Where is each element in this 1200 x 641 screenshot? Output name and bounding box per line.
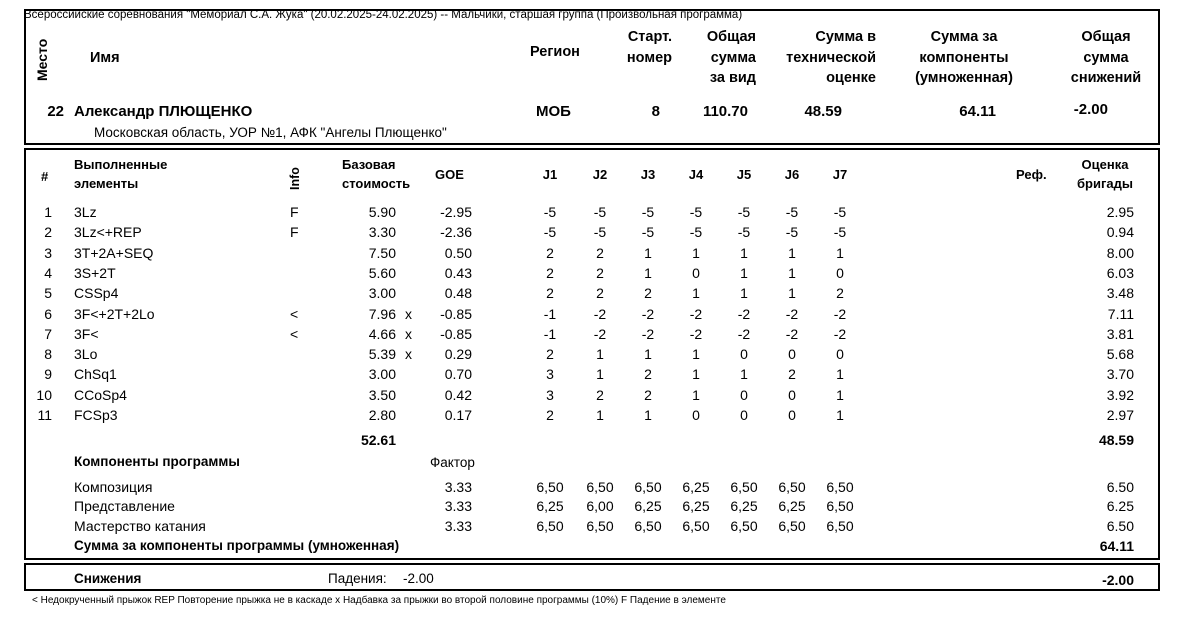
skater-tes: 48.59 (804, 103, 842, 120)
element-judge-score: 0 (692, 264, 700, 281)
element-judge-score: -2 (593, 305, 607, 322)
component-judge-score: 6,50 (730, 518, 758, 534)
element-judge-score: -1 (543, 325, 557, 342)
element-base-value: 3.30 (368, 224, 396, 241)
element-judge-score: 2 (788, 366, 796, 383)
element-code: CCoSp4 (74, 386, 127, 403)
element-judge-score: 1 (596, 366, 604, 383)
falls-value: -2.00 (403, 571, 434, 586)
element-goe: -0.85 (440, 305, 472, 322)
element-panel-score: 0.94 (1106, 224, 1134, 241)
components-heading: Компоненты программы (74, 454, 240, 469)
element-judge-score: -2 (641, 325, 655, 342)
element-judge-score: 1 (836, 386, 844, 403)
element-info: F (290, 204, 299, 220)
component-score: 6.25 (1106, 498, 1134, 514)
component-name: Мастерство катания (74, 518, 206, 534)
element-judge-score: 0 (836, 346, 844, 363)
element-judge-score: 0 (788, 386, 796, 403)
component-judge-score: 6,50 (536, 518, 564, 534)
judge-header: J3 (640, 167, 656, 182)
element-judge-score: 1 (692, 285, 700, 302)
element-judge-score: -5 (785, 204, 799, 220)
element-judge-score: 2 (546, 407, 554, 423)
element-goe: 0.70 (444, 366, 472, 383)
deductions-box (24, 563, 1160, 591)
element-code: CSSp4 (74, 285, 119, 302)
element-judge-score: 0 (836, 264, 844, 281)
element-second-half-mark: x (405, 305, 412, 322)
element-goe: -0.85 (440, 325, 472, 342)
pcs-header: Сумма за компоненты (умноженная) (915, 29, 1013, 86)
element-panel-score: 3.70 (1106, 366, 1134, 383)
element-goe: -2.36 (440, 224, 472, 241)
component-judge-score: 6,50 (730, 479, 758, 495)
goe-header: GOE (435, 167, 464, 182)
element-number: 3 (44, 244, 52, 261)
elements-score-total: 48.59 (1098, 432, 1134, 448)
judge-header: J4 (688, 167, 704, 182)
component-judge-score: 6,50 (826, 518, 854, 534)
element-judge-score: -5 (593, 204, 607, 220)
component-judge-score: 6,50 (586, 479, 614, 495)
element-panel-score: 2.97 (1106, 407, 1134, 423)
info-header: Info (288, 167, 302, 190)
falls-label: Падения: (328, 571, 387, 586)
element-judge-score: 3 (546, 366, 554, 383)
element-number: 11 (37, 407, 52, 423)
component-factor: 3.33 (444, 479, 472, 495)
deductions-header: Общая сумма снижений (1070, 29, 1142, 86)
element-judge-score: 2 (644, 285, 652, 302)
component-factor: 3.33 (444, 498, 472, 514)
element-judge-score: 1 (788, 285, 796, 302)
element-code: 3Lz<+REP (74, 224, 142, 241)
element-panel-score: 8.00 (1106, 244, 1134, 261)
element-goe: 0.17 (444, 407, 472, 423)
element-info: < (290, 325, 299, 342)
element-judge-score: 1 (596, 407, 604, 423)
place-header: Место (34, 38, 50, 81)
element-number: 5 (44, 285, 52, 302)
element-goe: 0.43 (444, 264, 472, 281)
element-code: 3T+2A+SEQ (74, 244, 154, 261)
element-base-value: 4.66 (368, 325, 396, 342)
component-judge-score: 6,50 (586, 518, 614, 534)
element-judge-score: -2 (785, 305, 799, 322)
skater-deductions: -2.00 (1073, 101, 1108, 118)
component-judge-score: 6,25 (682, 498, 710, 514)
judge-header: J6 (784, 167, 800, 182)
element-judge-score: -5 (543, 224, 557, 241)
element-judge-score: 1 (692, 244, 700, 261)
element-judge-score: 0 (740, 407, 748, 423)
elements-header: Выполненные элементы (74, 157, 168, 191)
num-header: # (41, 169, 49, 184)
skater-name: Александр ПЛЮЩЕНКО (74, 103, 253, 120)
element-judge-score: -5 (641, 224, 655, 241)
element-number: 8 (44, 346, 52, 363)
region-header: Регион (530, 44, 580, 60)
element-judge-score: 1 (836, 244, 844, 261)
element-base-value: 7.96 (368, 305, 396, 322)
element-judge-score: 0 (740, 386, 748, 403)
element-judge-score: -2 (641, 305, 655, 322)
component-score: 6.50 (1106, 479, 1134, 495)
element-judge-score: -5 (689, 224, 703, 241)
judge-header: J1 (542, 167, 558, 182)
deductions-label: Снижения (74, 571, 142, 586)
component-judge-score: 6,25 (778, 498, 806, 514)
component-judge-score: 6,25 (634, 498, 662, 514)
component-judge-score: 6,50 (826, 498, 854, 514)
element-judge-score: 0 (740, 346, 748, 363)
element-judge-score: 2 (644, 386, 652, 403)
element-judge-score: -2 (737, 305, 751, 322)
element-number: 10 (36, 386, 52, 403)
element-panel-score: 3.48 (1106, 285, 1134, 302)
components-total: 64.11 (1099, 538, 1134, 554)
element-judge-score: 2 (546, 285, 554, 302)
element-number: 4 (44, 264, 52, 281)
element-judge-score: 1 (596, 346, 604, 363)
element-number: 7 (44, 325, 52, 342)
element-judge-score: -2 (689, 325, 703, 342)
component-judge-score: 6,50 (634, 518, 662, 534)
element-code: 3Lz (74, 204, 97, 220)
base-value-total: 52.61 (360, 432, 396, 448)
base-value-header: Базовая стоимость (342, 157, 411, 191)
referee-header: Реф. (1016, 167, 1047, 182)
element-base-value: 3.00 (368, 285, 396, 302)
element-code: FCSp3 (74, 407, 118, 423)
element-base-value: 3.00 (368, 366, 396, 383)
element-info: F (290, 224, 299, 241)
skater-total: 110.70 (702, 103, 748, 120)
element-judge-score: 1 (644, 264, 652, 281)
component-factor: 3.33 (444, 518, 472, 534)
legend: < Недокрученный прыжок REP Повторение прыжка не в каскаде x Надбавка за прыжки во второй половине программы (10%) F Падение в элементе (32, 595, 726, 606)
components-total-label: Сумма за компоненты программы (умноженная) (74, 538, 400, 553)
deductions-total: -2.00 (1102, 572, 1134, 588)
component-judge-score: 6,25 (536, 498, 564, 514)
element-judge-score: 2 (644, 366, 652, 383)
element-judge-score: 1 (692, 346, 700, 363)
component-judge-score: 6,25 (730, 498, 758, 514)
element-judge-score: 1 (836, 407, 844, 423)
element-judge-score: 0 (788, 346, 796, 363)
element-code: 3S+2T (74, 264, 116, 281)
judge-header: J7 (832, 167, 848, 182)
element-judge-score: -5 (737, 204, 751, 220)
element-judge-score: -2 (593, 325, 607, 342)
component-name: Композиция (74, 479, 153, 495)
element-judge-score: -2 (785, 325, 799, 342)
judge-header: J5 (736, 167, 752, 182)
factor-header: Фактор (430, 455, 475, 470)
skater-region: МОБ (536, 103, 571, 120)
element-judge-score: 3 (546, 386, 554, 403)
element-judge-score: 1 (692, 366, 700, 383)
element-base-value: 2.80 (368, 407, 396, 423)
skater-club: Московская область, УОР №1, АФК "Ангелы Плющенко" (94, 125, 447, 140)
element-code: 3F<+2T+2Lo (74, 305, 155, 322)
element-judge-score: 1 (740, 264, 748, 281)
element-number: 1 (44, 204, 52, 220)
element-goe: 0.42 (444, 386, 472, 403)
component-judge-score: 6,50 (536, 479, 564, 495)
component-name: Представление (74, 498, 175, 514)
element-judge-score: 0 (692, 407, 700, 423)
element-judge-score: 1 (692, 386, 700, 403)
element-judge-score: -5 (689, 204, 703, 220)
element-judge-score: 1 (740, 366, 748, 383)
element-number: 6 (44, 305, 52, 322)
element-judge-score: 1 (836, 366, 844, 383)
component-judge-score: 6,00 (586, 498, 614, 514)
tes-header: Сумма в технической оценке (786, 29, 876, 86)
skater-start-number: 8 (651, 103, 660, 120)
element-judge-score: 1 (644, 346, 652, 363)
element-code: ChSq1 (74, 366, 117, 383)
element-goe: 0.50 (444, 244, 472, 261)
element-judge-score: 2 (596, 264, 604, 281)
element-judge-score: 2 (546, 264, 554, 281)
component-judge-score: 6,50 (826, 479, 854, 495)
element-base-value: 5.60 (368, 264, 396, 281)
element-panel-score: 3.81 (1106, 325, 1134, 342)
element-judge-score: 1 (788, 264, 796, 281)
element-judge-score: -5 (543, 204, 557, 220)
element-panel-score: 7.11 (1107, 305, 1134, 322)
element-goe: -2.95 (440, 204, 472, 220)
element-judge-score: 2 (546, 346, 554, 363)
element-judge-score: 1 (740, 244, 748, 261)
element-judge-score: -5 (737, 224, 751, 241)
component-judge-score: 6,50 (778, 479, 806, 495)
element-panel-score: 6.03 (1106, 264, 1134, 281)
element-second-half-mark: x (405, 346, 412, 363)
element-goe: 0.48 (444, 285, 472, 302)
panel-score-header: Оценка бригады (1077, 157, 1133, 191)
element-number: 9 (44, 366, 52, 383)
component-score: 6.50 (1106, 518, 1134, 534)
element-judge-score: -2 (689, 305, 703, 322)
component-judge-score: 6,25 (682, 479, 710, 495)
element-judge-score: -5 (593, 224, 607, 241)
element-judge-score: 2 (596, 386, 604, 403)
start-number-header: Старт. номер (626, 29, 672, 66)
element-code: 3Lo (74, 346, 98, 363)
element-number: 2 (44, 224, 52, 241)
element-code: 3F< (74, 325, 99, 342)
component-judge-score: 6,50 (778, 518, 806, 534)
name-header: Имя (90, 50, 120, 66)
element-judge-score: -5 (785, 224, 799, 241)
element-goe: 0.29 (444, 346, 472, 363)
element-judge-score: -5 (641, 204, 655, 220)
element-panel-score: 2.95 (1106, 204, 1134, 220)
element-judge-score: 1 (788, 244, 796, 261)
element-judge-score: 1 (740, 285, 748, 302)
element-judge-score: 2 (546, 244, 554, 261)
element-judge-score: 2 (596, 244, 604, 261)
total-score-header: Общая сумма за вид (706, 29, 756, 86)
component-judge-score: 6,50 (682, 518, 710, 534)
element-judge-score: -5 (833, 224, 847, 241)
element-judge-score: -2 (833, 305, 847, 322)
element-second-half-mark: x (405, 325, 412, 342)
element-panel-score: 5.68 (1106, 346, 1134, 363)
element-base-value: 5.90 (368, 204, 396, 220)
element-base-value: 7.50 (368, 244, 396, 261)
skater-place: 22 (47, 103, 64, 120)
element-panel-score: 3.92 (1106, 386, 1134, 403)
element-judge-score: -2 (833, 325, 847, 342)
element-judge-score: 1 (644, 407, 652, 423)
element-judge-score: -1 (543, 305, 557, 322)
element-judge-score: -2 (737, 325, 751, 342)
element-info: < (290, 305, 299, 322)
element-base-value: 5.39 (368, 346, 396, 363)
element-judge-score: 0 (788, 407, 796, 423)
judge-header: J2 (592, 167, 608, 182)
component-judge-score: 6,50 (634, 479, 662, 495)
element-judge-score: 2 (836, 285, 844, 302)
element-base-value: 3.50 (368, 386, 396, 403)
competition-title: Всероссийские соревнования "Мемориал С.А. Жука" (20.02.2025-24.02.2025) -- Мальчики, старшая группа (Произвольная программа) (24, 9, 743, 21)
element-judge-score: -5 (833, 204, 847, 220)
element-judge-score: 1 (644, 244, 652, 261)
skater-pcs: 64.11 (959, 103, 996, 120)
element-judge-score: 2 (596, 285, 604, 302)
